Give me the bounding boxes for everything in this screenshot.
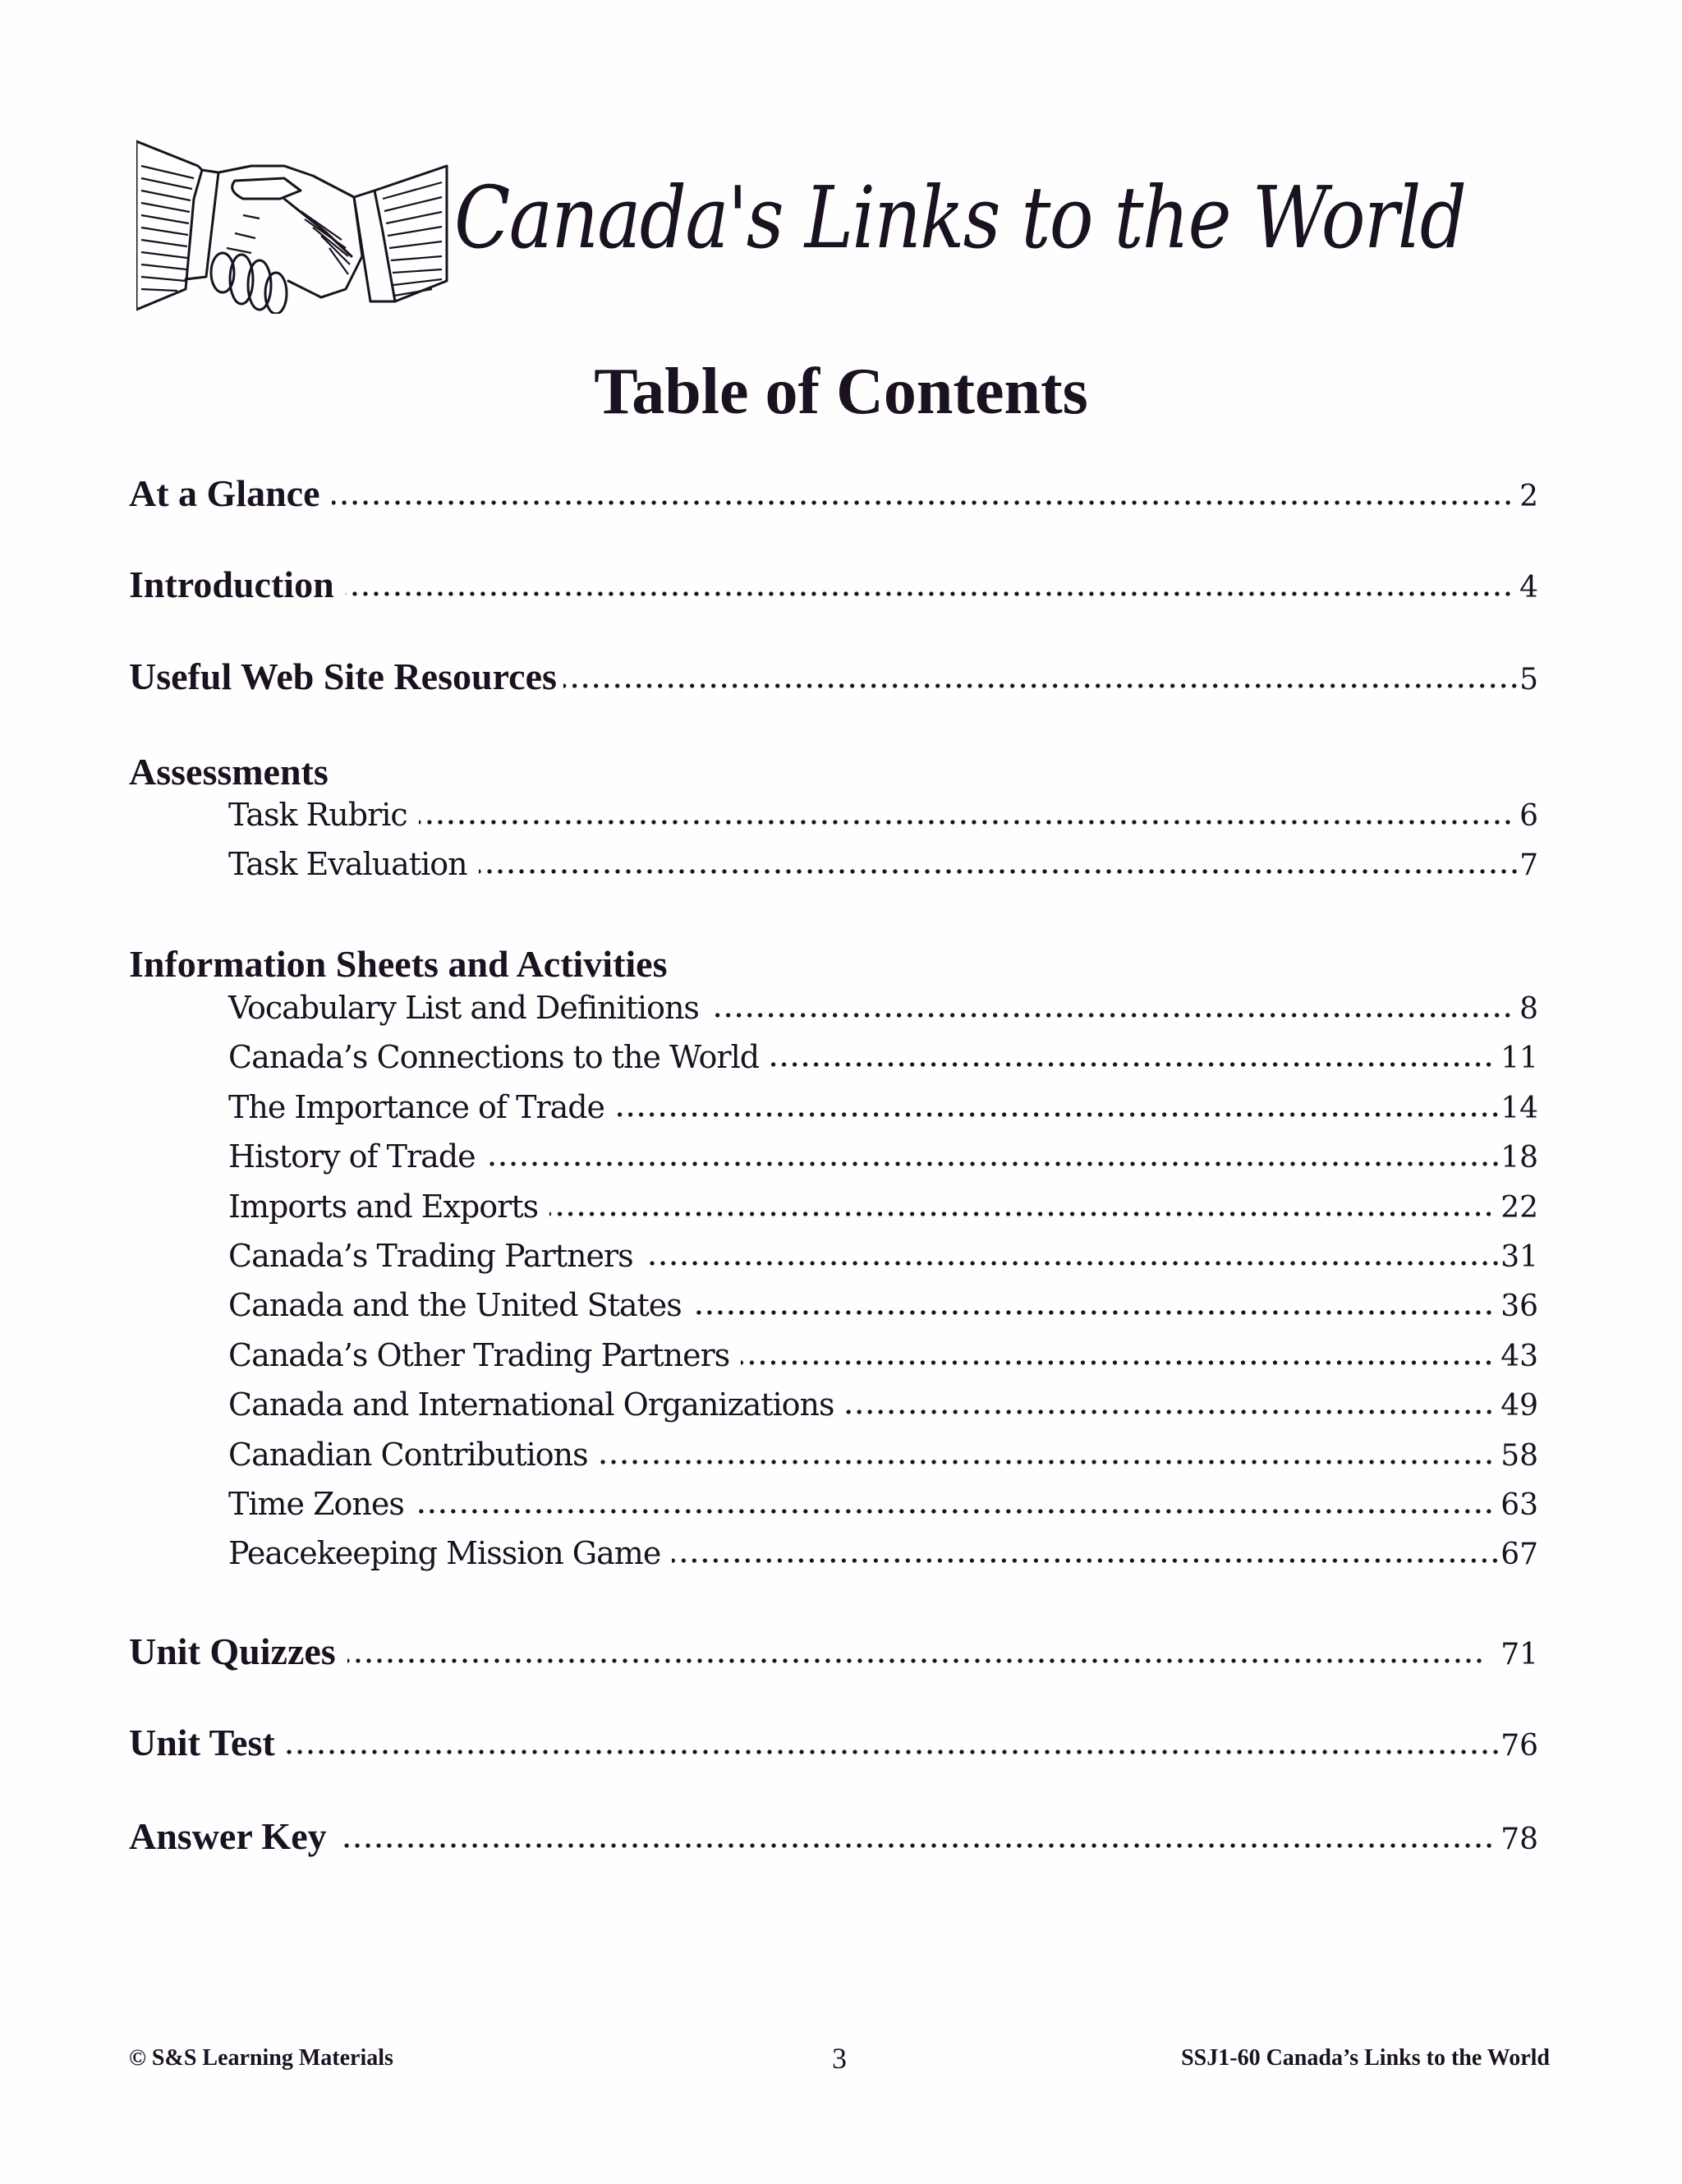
dot-leader (710, 1013, 1513, 1018)
toc-entry-imports-exports[interactable] (129, 1189, 1538, 1238)
dot-leader (346, 591, 1513, 596)
dot-leader (563, 683, 1519, 688)
handshake-icon (136, 133, 448, 314)
dot-leader (287, 1749, 1501, 1754)
toc-entry-label: Canada’s Other Trading Partners (228, 1337, 730, 1373)
toc-entry-label: Canada and International Organizations (228, 1386, 834, 1423)
toc-entry-page: 58 (1500, 1439, 1538, 1473)
toc-entry-label: Canada and the United States (228, 1287, 682, 1323)
toc-entry-page: 2 (1519, 480, 1538, 513)
toc-entry-label: Canada’s Connections to the World (228, 1039, 760, 1075)
dot-leader (549, 1212, 1494, 1216)
dot-leader (419, 820, 1513, 825)
dot-leader (338, 1843, 1495, 1848)
toc-entry-label: Time Zones (228, 1486, 404, 1522)
toc-entry-international-organizations[interactable] (129, 1386, 1538, 1436)
toc-entry-task-evaluation[interactable] (129, 846, 1538, 895)
toc-entry-page: 8 (1519, 992, 1538, 1026)
page-number: 3 (832, 2042, 847, 2075)
toc-entry-at-a-glance[interactable] (129, 471, 1538, 521)
dot-leader (616, 1112, 1500, 1117)
dot-leader (741, 1360, 1494, 1365)
toc-entry-peacekeeping-game[interactable] (129, 1535, 1538, 1584)
toc-entry-label: At a Glance (129, 472, 320, 514)
toc-entry-page: 5 (1519, 663, 1538, 697)
toc-entry-label: Canadian Contributions (228, 1437, 588, 1473)
toc-entry-label: The Importance of Trade (228, 1089, 605, 1125)
dot-leader (693, 1310, 1494, 1315)
toc-entry-page: 63 (1500, 1488, 1538, 1522)
copyright-notice: © S&S Learning Materials (129, 2045, 393, 2071)
toc-entry-useful-web-site-resources[interactable] (129, 655, 1538, 704)
toc-entry-page: 31 (1500, 1240, 1538, 1274)
toc-entry-unit-test[interactable] (129, 1721, 1538, 1770)
toc-entry-vocabulary[interactable] (129, 990, 1538, 1039)
dot-leader (672, 1558, 1500, 1563)
toc-entry-label: Unit Test (129, 1722, 275, 1763)
toc-entry-page: 76 (1500, 1729, 1538, 1763)
toc-entry-canadian-contributions[interactable] (129, 1437, 1538, 1486)
toc-entry-other-trading-partners[interactable] (129, 1337, 1538, 1386)
section-heading-information-sheets: Information Sheets and Activities (129, 943, 668, 985)
toc-entry-label: Canada’s Trading Partners (228, 1238, 633, 1274)
toc-entry-page: 36 (1500, 1290, 1538, 1323)
toc-entry-history-of-trade[interactable] (129, 1138, 1538, 1188)
page-footer (129, 2040, 1550, 2076)
dot-leader (846, 1409, 1495, 1414)
toc-entry-page: 18 (1500, 1141, 1538, 1175)
section-heading-assessments: Assessments (129, 751, 329, 793)
toc-entry-page: 22 (1500, 1191, 1538, 1225)
dot-leader (347, 1658, 1484, 1663)
toc-entry-unit-quizzes[interactable] (129, 1630, 1538, 1679)
toc-entry-page: 11 (1500, 1041, 1538, 1075)
toc-entry-page: 6 (1519, 799, 1538, 833)
toc-entry-importance-of-trade[interactable] (129, 1089, 1538, 1138)
toc-entry-time-zones[interactable] (129, 1486, 1538, 1535)
toc-entry-page: 67 (1500, 1538, 1538, 1571)
toc-entry-label: Peacekeeping Mission Game (228, 1535, 661, 1571)
toc-entry-task-rubric[interactable] (129, 797, 1538, 846)
toc-entry-canada-and-us[interactable] (129, 1287, 1538, 1336)
dot-leader (645, 1261, 1501, 1266)
toc-entry-page: 14 (1500, 1092, 1538, 1125)
toc-entry-label: History of Trade (228, 1138, 476, 1175)
toc-entry-label: Answer Key (129, 1815, 327, 1857)
toc-entry-page: 49 (1500, 1389, 1538, 1423)
book-header (131, 131, 1544, 320)
toc-entry-label: Task Rubric (228, 797, 407, 833)
toc-entry-label: Useful Web Site Resources (129, 655, 557, 697)
dot-leader (332, 500, 1514, 505)
toc-entry-label: Imports and Exports (228, 1189, 539, 1225)
dot-leader (770, 1062, 1494, 1067)
toc-entry-page: 71 (1500, 1638, 1538, 1671)
book-title: Canada's Links to the World (454, 168, 1466, 268)
toc-entry-label: Task Evaluation (228, 846, 467, 882)
toc-entry-answer-key[interactable] (129, 1814, 1538, 1864)
toc-entry-label: Introduction (129, 563, 334, 605)
toc-entry-page: 7 (1519, 848, 1538, 882)
dot-leader (487, 1161, 1501, 1166)
toc-entry-canadas-connections[interactable] (129, 1039, 1538, 1088)
toc-entry-page: 4 (1519, 571, 1538, 605)
dot-leader (479, 869, 1520, 874)
toc-entry-label: Unit Quizzes (129, 1630, 336, 1672)
toc-entry-introduction[interactable] (129, 563, 1538, 612)
dot-leader (416, 1509, 1494, 1514)
dot-leader (600, 1460, 1495, 1464)
toc-entry-label: Vocabulary List and Definitions (228, 990, 699, 1026)
book-code-title: SSJ1-60 Canada’s Links to the World (1181, 2045, 1550, 2071)
toc-entry-trading-partners[interactable] (129, 1238, 1538, 1287)
page-title: Table of Contents (594, 356, 1088, 428)
toc-entry-page: 78 (1500, 1823, 1538, 1856)
toc-entry-page: 43 (1500, 1340, 1538, 1373)
